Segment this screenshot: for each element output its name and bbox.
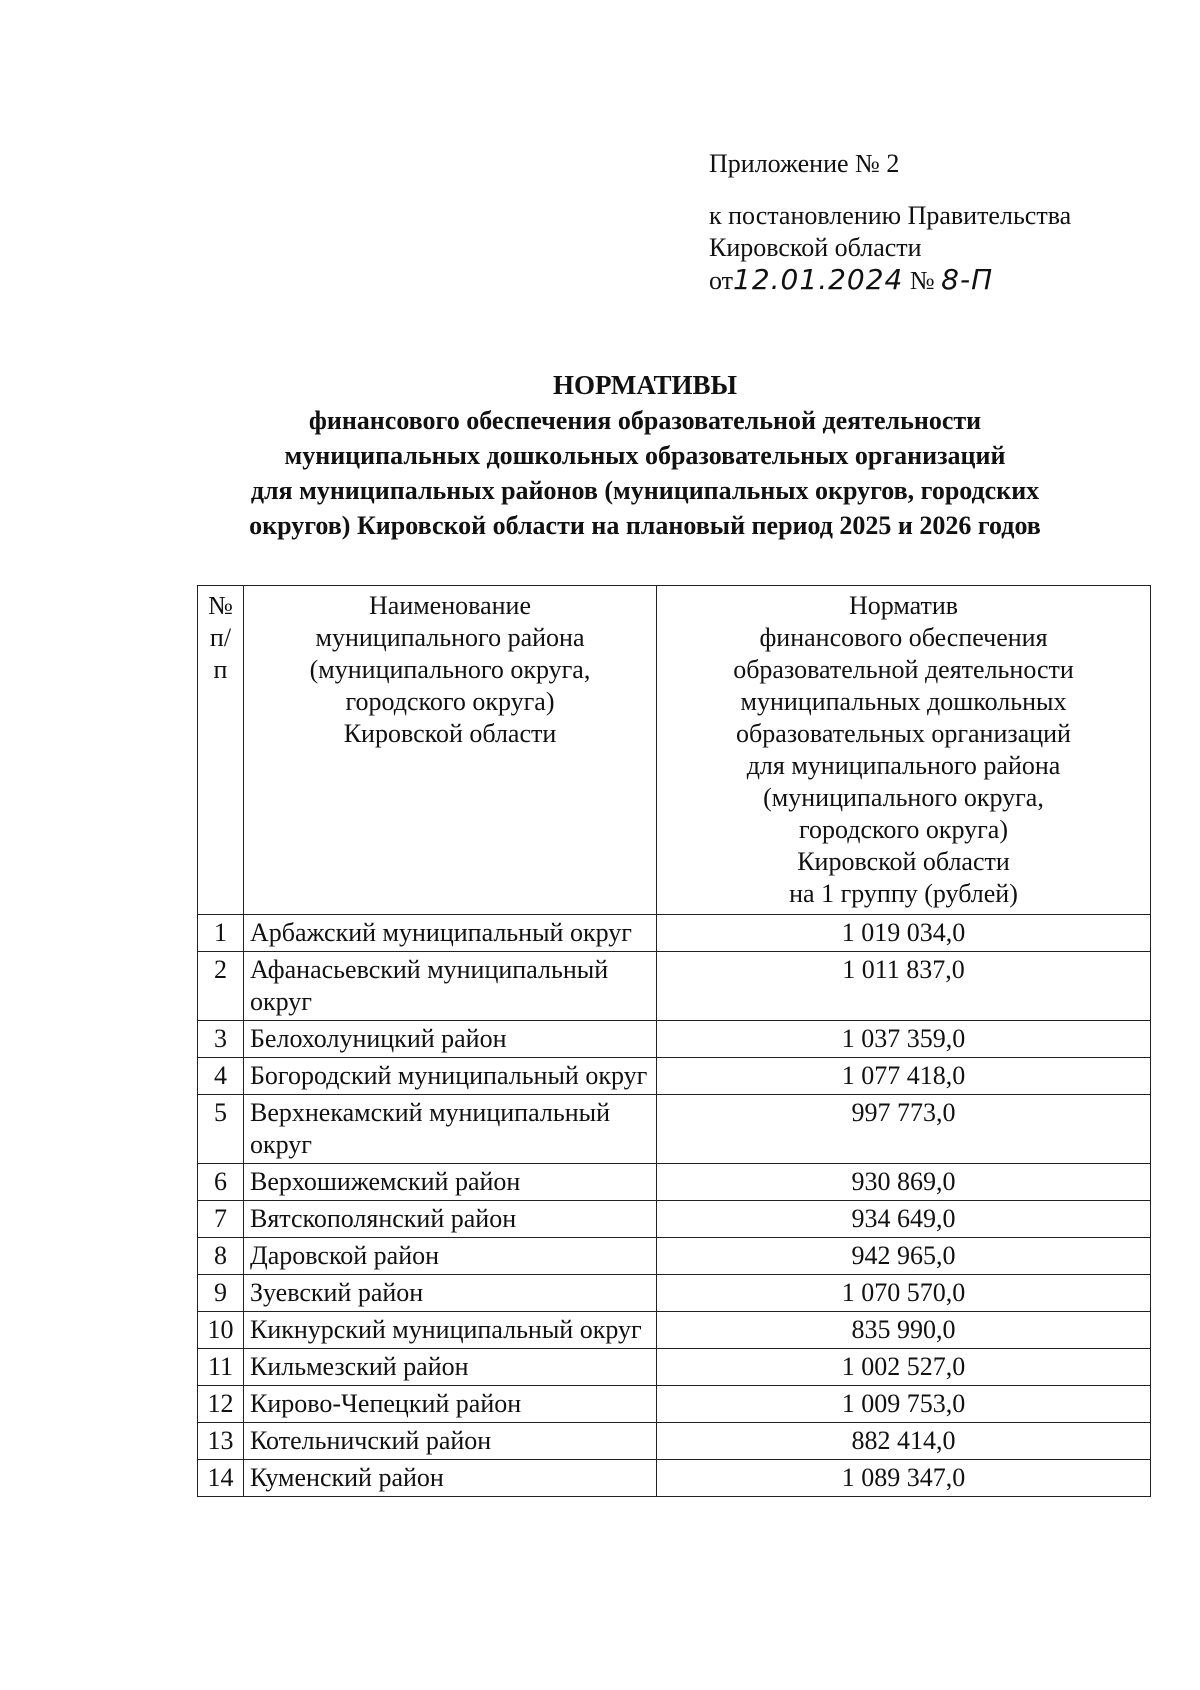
row-number: 11 — [198, 1349, 244, 1386]
row-name: Вятскополянский район — [244, 1201, 657, 1238]
appendix-region: Кировской области — [709, 233, 922, 262]
header-value: Норматив финансового обеспечения образовательной деятельности муниципальных дошкольных образовательных организаций для муниципального района (муниципального округа, городского округа) Кировской области на 1 группу (рублей) — [657, 586, 1151, 915]
row-value: 1 011 837,0 — [657, 952, 1151, 1021]
row-name: Верхнекамский муниципальный округ — [244, 1095, 657, 1164]
appendix-block — [709, 148, 1071, 297]
number-prefix: № — [909, 266, 935, 295]
appendix-number: Приложение № 2 — [709, 149, 900, 178]
row-value: 1 070 570,0 — [657, 1275, 1151, 1312]
row-name: Верхошижемский район — [244, 1164, 657, 1201]
title-line: округов) Кировской области на плановый период 2025 и 2026 годов — [249, 511, 1041, 540]
row-name: Кильмезский район — [244, 1349, 657, 1386]
handwritten-date: 12.01.2024 — [733, 263, 904, 296]
row-name: Арбажский муниципальный округ — [244, 915, 657, 952]
row-value: 1 037 359,0 — [657, 1021, 1151, 1058]
table-row — [198, 1058, 1151, 1095]
title-line: муниципальных дошкольных образовательных организаций — [284, 441, 1006, 470]
norms-table — [197, 585, 1151, 1497]
row-number: 6 — [198, 1164, 244, 1201]
title-line: для муниципальных районов (муниципальных округов, городских — [250, 476, 1040, 505]
row-value: 1 019 034,0 — [657, 915, 1151, 952]
table-row — [198, 1460, 1151, 1497]
row-name: Зуевский район — [244, 1275, 657, 1312]
row-name: Богородский муниципальный округ — [244, 1058, 657, 1095]
table-row — [198, 1164, 1151, 1201]
table-row — [198, 952, 1151, 1021]
row-name: Белохолуницкий район — [244, 1021, 657, 1058]
row-name: Котельничский район — [244, 1423, 657, 1460]
row-value: 1 077 418,0 — [657, 1058, 1151, 1095]
row-number: 14 — [198, 1460, 244, 1497]
row-number: 10 — [198, 1312, 244, 1349]
title-main: НОРМАТИВЫ — [552, 370, 738, 400]
header-num: № п/п — [198, 586, 244, 915]
row-value: 835 990,0 — [657, 1312, 1151, 1349]
appendix-date-line — [709, 264, 1071, 297]
date-prefix: от — [709, 266, 734, 295]
row-value: 997 773,0 — [657, 1095, 1151, 1164]
table-row — [198, 1275, 1151, 1312]
table-header-row — [198, 586, 1151, 915]
row-number: 13 — [198, 1423, 244, 1460]
row-value: 882 414,0 — [657, 1423, 1151, 1460]
row-number: 5 — [198, 1095, 244, 1164]
row-number: 2 — [198, 952, 244, 1021]
appendix-to-line: к постановлению Правительства — [709, 201, 1072, 230]
row-number: 12 — [198, 1386, 244, 1423]
row-number: 3 — [198, 1021, 244, 1058]
table-row — [198, 1021, 1151, 1058]
table-row — [198, 915, 1151, 952]
row-value: 942 965,0 — [657, 1238, 1151, 1275]
header-name: Наименование муниципального района (муниципального округа, городского округа) Кировской области — [244, 586, 657, 915]
table-row — [198, 1386, 1151, 1423]
row-name: Афанасьевский муниципальный округ — [244, 952, 657, 1021]
title-line: финансового обеспечения образовательной деятельности — [308, 406, 982, 435]
row-number: 1 — [198, 915, 244, 952]
row-value: 1 009 753,0 — [657, 1386, 1151, 1423]
row-value: 1 089 347,0 — [657, 1460, 1151, 1497]
row-value: 930 869,0 — [657, 1164, 1151, 1201]
table-row — [198, 1423, 1151, 1460]
document-title — [195, 368, 1095, 543]
table-row — [198, 1312, 1151, 1349]
row-name: Кикнурский муниципальный округ — [244, 1312, 657, 1349]
row-name: Даровской район — [244, 1238, 657, 1275]
row-number: 4 — [198, 1058, 244, 1095]
table-row — [198, 1238, 1151, 1275]
row-number: 8 — [198, 1238, 244, 1275]
table-row — [198, 1349, 1151, 1386]
table-row — [198, 1201, 1151, 1238]
row-name: Куменский район — [244, 1460, 657, 1497]
table-row — [198, 1095, 1151, 1164]
row-number: 7 — [198, 1201, 244, 1238]
row-number: 9 — [198, 1275, 244, 1312]
handwritten-number: 8-П — [941, 263, 994, 296]
row-value: 1 002 527,0 — [657, 1349, 1151, 1386]
row-name: Кирово-Чепецкий район — [244, 1386, 657, 1423]
row-value: 934 649,0 — [657, 1201, 1151, 1238]
